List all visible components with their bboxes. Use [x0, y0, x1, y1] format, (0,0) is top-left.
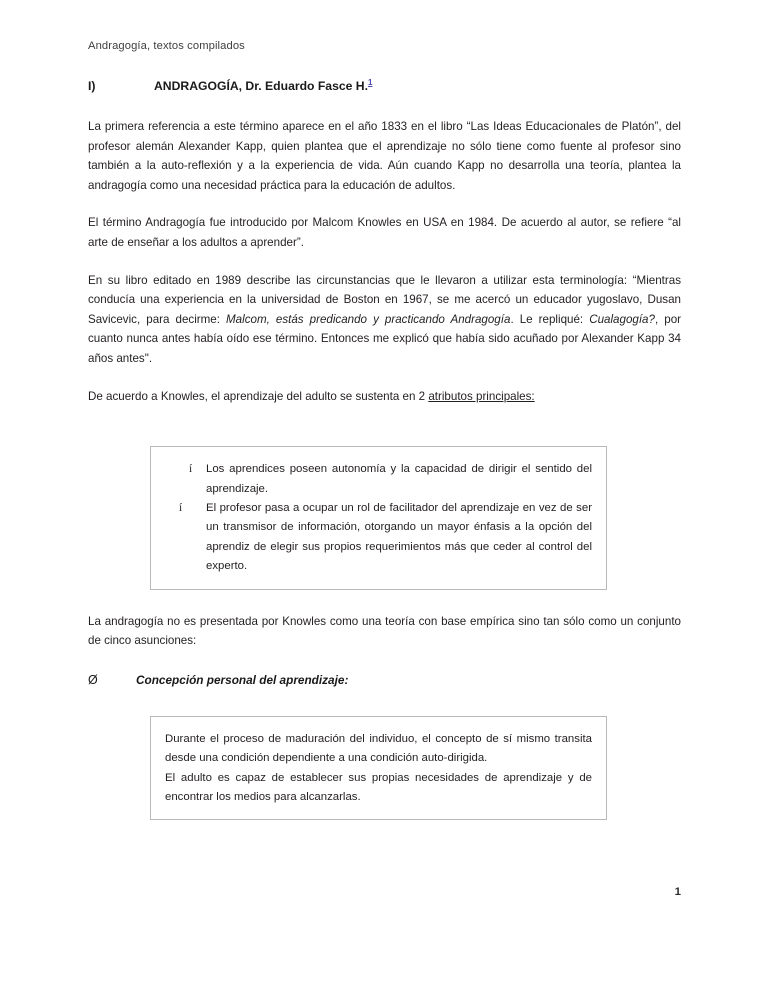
paragraph-knowles-introduction: El término Andragogía fue introducido por Malcom Knowles en USA en 1984. De acuerdo al autor, se refiere “al arte de enseñar a los adultos a aprender”.	[88, 216, 681, 250]
paragraph-five-assumptions-lead-in: La andragogía no es presentada por Knowles como una teoría con base empírica sino tan sólo como un conjunto de cinco asunciones:	[88, 614, 681, 648]
wingding-bullet-icon: í	[189, 463, 193, 476]
attributes-callout-box	[150, 446, 607, 589]
footnote-reference-link[interactable]: 1	[368, 78, 373, 87]
attributes-list-item-text: Los aprendices poseen autonomía y la capacidad de dirigir el sentido del aprendizaje.	[206, 463, 592, 495]
paragraph-savicevic-anecdote	[88, 271, 681, 369]
assumption-heading-text: Concepción personal del aprendizaje:	[136, 672, 349, 687]
section-heading-text: ANDRAGOGÍA, Dr. Eduardo Fasce H.	[154, 79, 368, 94]
anecdote-italic-quote-1: Malcom, estás predicando y practicando Andragogía	[226, 312, 511, 326]
section-number: I)	[88, 79, 96, 94]
anecdote-text-part-2: . Le repliqué:	[510, 312, 590, 326]
anecdote-text-part-1: En su libro editado en 1989 describe las circunstancias que le llevaron a utilizar esta terminología: “Mientras conducía una experiencia en la universidad de Boston en 1967, se me acercó un educador yugoslavo, Dusan Savicevic, para decirme:	[88, 273, 681, 326]
concept-box-line: El adulto es capaz de establecer sus propias necesidades de aprendizaje y de encontrar los medios para alcanzarlas.	[165, 771, 592, 804]
anecdote-text-part-3: , por cuanto nunca antes había oído ese término. Entonces me explicó que había sido acuñado por Alexander Kapp 34 años antes".	[88, 312, 682, 365]
anecdote-italic-quote-2: Cualagogía?	[589, 312, 655, 326]
attributes-list-item	[165, 499, 592, 577]
section-title	[88, 74, 681, 95]
paragraph-two-attributes-lead-in	[88, 387, 681, 407]
attributes-list-item-text: El profesor pasa a ocupar un rol de facilitador del aprendizaje en vez de ser un transmisor de información, otorgando un mayor énfasis a la opción del aprendiz de elegir sus propios requerimientos más que ceder al control del experto.	[206, 502, 592, 573]
attributes-underlined-label: atributos principales:	[428, 389, 535, 403]
paragraph-origin-term: La primera referencia a este término aparece en el año 1833 en el libro “Las Ideas Educacionales de Platón”, del profesor alemán Alexander Kapp, quien plantea que el aprendizaje no sólo tiene como fuente al profesor sino también a la auto-reflexión y a la experiencia de vida. Aún cuando Kapp no desarrolla una teoría, plantea la andragogía como una necesidad práctica para la educación de adultos.	[88, 120, 681, 192]
slashed-o-bullet-icon: Ø	[88, 672, 98, 687]
concept-callout-box	[150, 716, 607, 821]
assumption-heading	[88, 671, 681, 690]
attributes-lead-in-text: De acuerdo a Knowles, el aprendizaje del adulto se sustenta en 2	[88, 389, 429, 403]
document-content	[88, 38, 681, 820]
running-header: Andragogía, textos compilados	[88, 40, 245, 52]
wingding-bullet-icon: í	[179, 502, 183, 514]
attributes-list-item	[165, 460, 592, 499]
page-number: 1	[674, 886, 681, 898]
concept-box-line: Durante el proceso de maduración del individuo, el concepto de sí mismo transita desde una condición dependiente a una condición auto-dirigida.	[165, 732, 592, 765]
